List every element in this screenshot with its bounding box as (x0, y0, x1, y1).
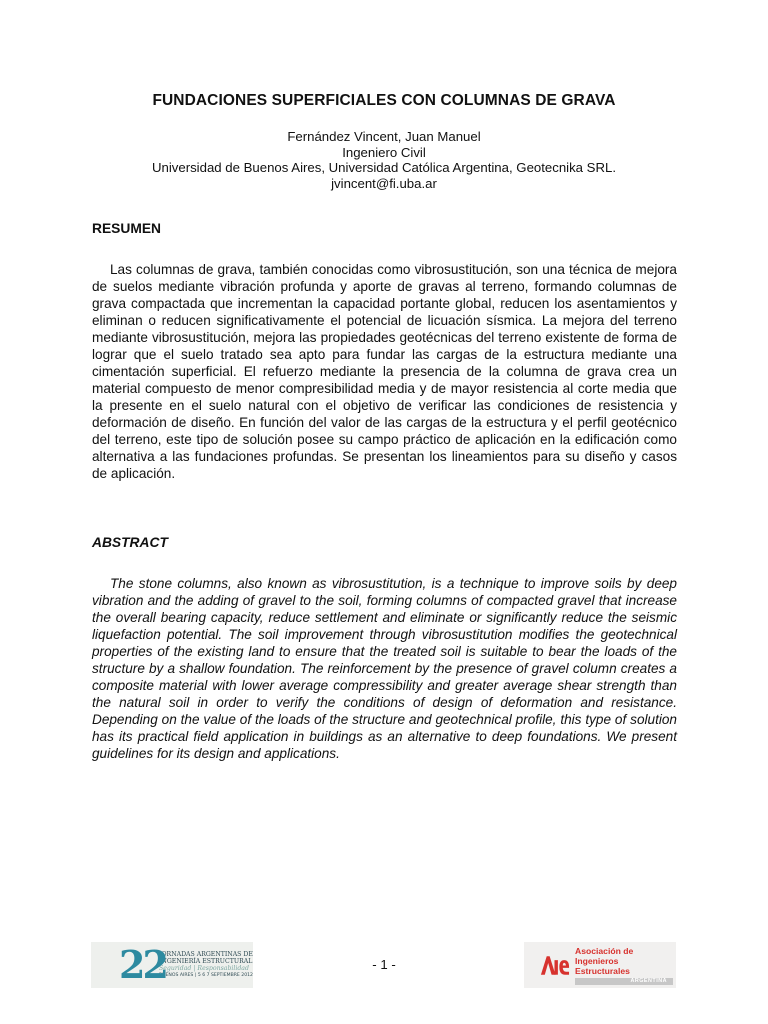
page-number: - 1 - (372, 957, 396, 972)
jornadas-logo-text: JORNADAS ARGENTINAS DE INGENIERÍA ESTRUCTURAL Seguridad | Responsabilidad BUENOS AIRES | 5 6 7 SEPTIEMBRE 2012 (159, 951, 253, 978)
author-block (0, 129, 768, 191)
author-name: Fernández Vincent, Juan Manuel (287, 129, 481, 144)
jornadas-22-icon: 22 (119, 942, 166, 987)
aie-emblem-icon (538, 951, 571, 979)
author-affiliation: Universidad de Buenos Aires, Universidad Católica Argentina, Geotecnika SRL. (151, 160, 616, 176)
abstract-paragraph: The stone columns, also known as vibrosustitution, is a technique to improve soils by deep vibration and the adding of gravel to the soil, forming columns of compacted gravel that increase the overall bearing capacity, reduce settlement and eliminate or significantly reduce the seismic liquefaction potential. The soil improvement through vibrosustitution modifies the geotechnical properties of the existing land to ensure that the treated soil is suitable to bear the loads of the structure by a shallow foundation. The reinforcement by the presence of gravel column creates a composite material with lower average compressibility and greater average shear strength than the natural soil in order to verify the conditions of design of deformation and resistance. Depending on the value of the loads of the structure and geotechnical profile, this type of solution has its practical field application in buildings as an alternative to deep foundations. We present guidelines for its design and applications. (92, 576, 677, 761)
author-role: Ingeniero Civil (342, 144, 426, 160)
author-email[interactable]: jvincent@fi.uba.ar (331, 175, 437, 191)
resumen-heading: RESUMEN (92, 221, 161, 236)
paper-title: FUNDACIONES SUPERFICIALES CON COLUMNAS DE GRAVA (152, 92, 616, 109)
aie-logo-text: Asociación de Ingenieros Estructurales ARGENTINA (575, 946, 676, 985)
aie-logo (524, 942, 676, 988)
abstract-heading: ABSTRACT (92, 535, 168, 550)
resumen-paragraph: Las columnas de grava, también conocidas como vibrosustitución, son una técnica de mejora de suelos mediante vibración profunda y aporte de gravas al terreno, formando columnas de grava compactada que incrementan la capacidad portante global, reducen los asentamientos y eliminan o reducen significativamente el potencial de licuación sísmica. La mejora del terreno mediante vibrosustitución, mejora las propiedades geotécnicas del terreno existente de forma de lograr que el suelo tratado sea apto para fundar las cargas de la estructura mediante una cimentación superficial. El refuerzo mediante la presencia de la columna de grava crea un material compuesto de menor compresibilidad media y de mayor resistencia al corte media que la presente en el suelo natural con el objetivo de verificar las condiciones de resistencia y deformación de diseño. En función del valor de las cargas de la estructura y el perfil geotécnico del terreno, este tipo de solución posee su campo práctico de aplicación en la edificación como alternativa a las fundaciones profundas. Se presentan los lineamientos para su diseño y casos de aplicación. (92, 262, 677, 481)
